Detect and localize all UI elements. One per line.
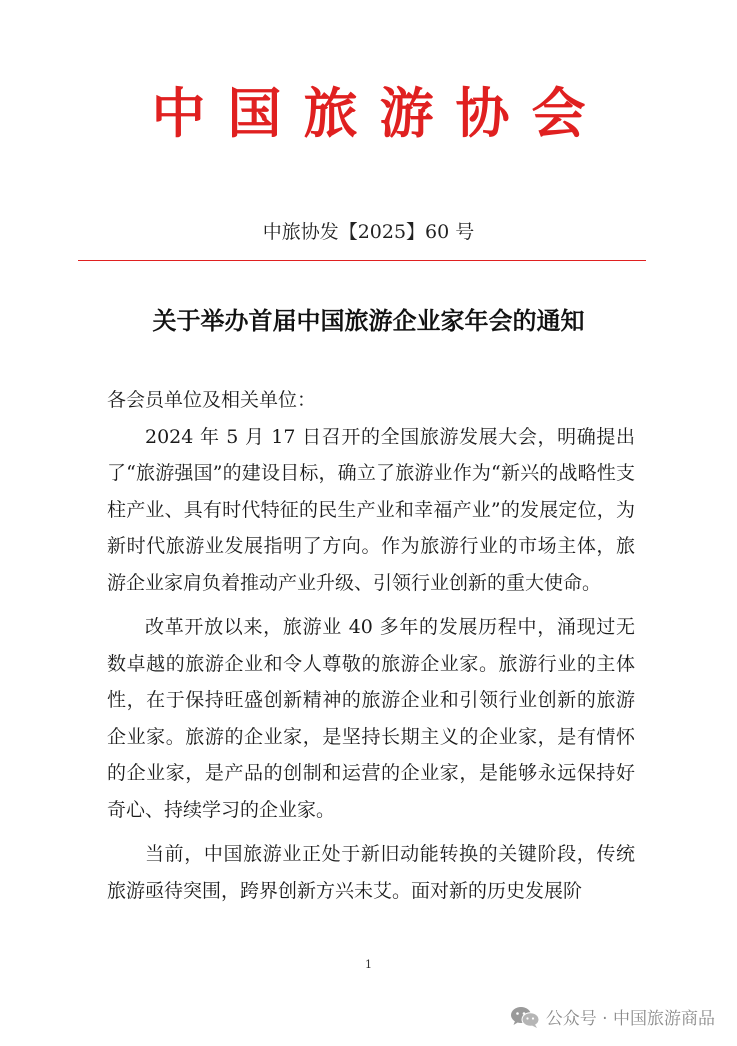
body-paragraph: 当前，中国旅游业正处于新旧动能转换的关键阶段，传统旅游亟待突围，跨界创新方兴未艾。面对新的历史发展阶 (107, 843, 635, 902)
notice-title: 关于举办首届中国旅游企业家年会的通知 (152, 306, 585, 335)
wechat-watermark (510, 1004, 715, 1029)
body-paragraph: 改革开放以来，旅游业 40 多年的发展历程中，涌现过无数卓越的旅游企业和令人尊敬的旅游企业家。旅游行业的主体性，在于保持旺盛创新精神的旅游企业和引领行业创新的旅游企业家。旅游的企业家，是坚持长期主义的企业家，是有情怀的企业家，是产品的创制和运营的企业家，是能够永远保持好奇心、持续学习的企业家。 (107, 616, 635, 821)
wechat-icon (510, 1005, 540, 1029)
page-number: 1 (365, 958, 372, 971)
salutation: 各会员单位及相关单位： (107, 389, 317, 411)
document-number: 中旅协发【2025】60 号 (262, 221, 475, 243)
watermark-text: 公众号 · 中国旅游商品 (545, 1009, 715, 1029)
notice-body (107, 382, 635, 909)
organization-header: 中国旅游协会 (151, 81, 608, 145)
header-divider (78, 260, 646, 261)
body-paragraph: 2024 年 5 月 17 日召开的全国旅游发展大会，明确提出了“旅游强国”的建设目标，确立了旅游业作为“新兴的战略性支柱产业、具有时代特征的民生产业和幸福产业”的发展定位，为新时代旅游业发展指明了方向。作为旅游行业的市场主体，旅游企业家肩负着推动产业升级、引领行业创新的重大使命。 (107, 425, 635, 594)
